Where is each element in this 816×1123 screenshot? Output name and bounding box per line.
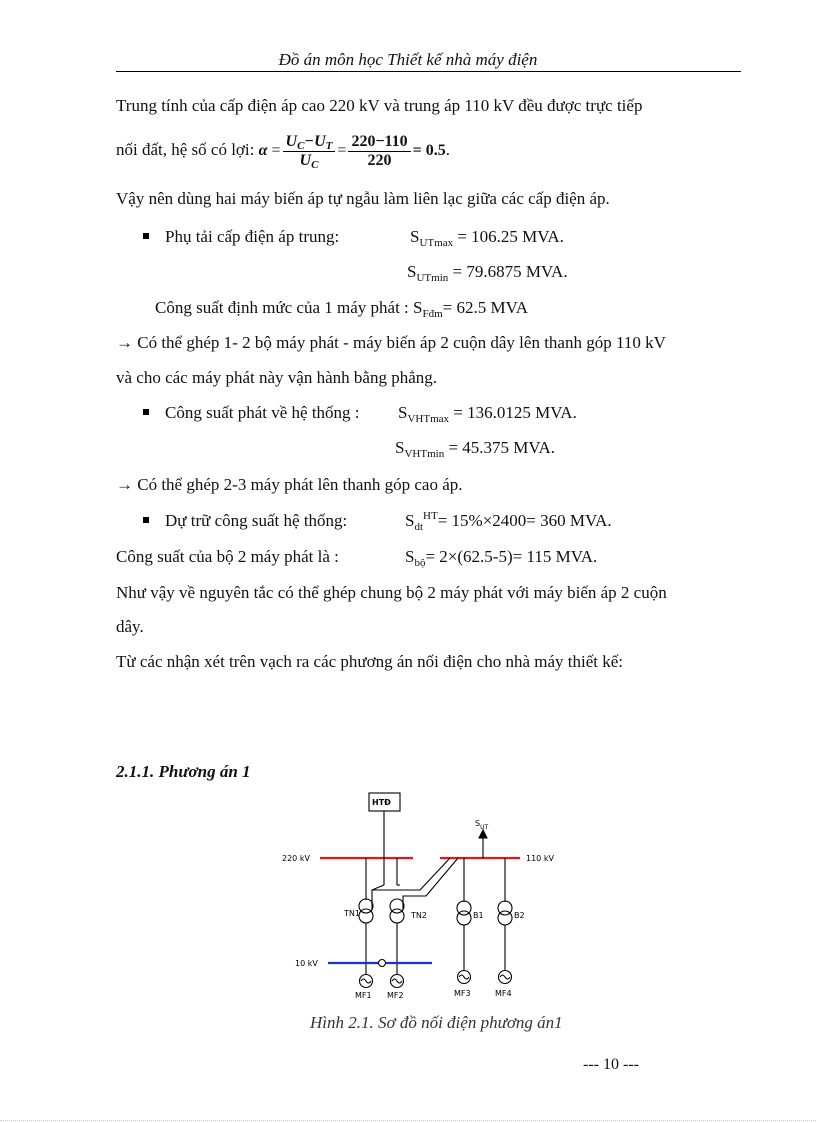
para1-line2	[116, 133, 450, 170]
coefficient-formula	[258, 133, 446, 171]
tn1-label: TN1	[344, 909, 360, 918]
s-utmin: $S_{UTmin} = 79.6875$ MVA.	[407, 262, 568, 284]
bus-220kv-label: 220 kV	[282, 854, 310, 863]
bullet-icon	[143, 233, 149, 239]
s-bo: $S_{bộ}= 2\times(62.5-5)= 115$ MVA.	[405, 547, 598, 569]
fraction-symbolic	[283, 133, 336, 170]
para1-line2-text: nối đất, hệ số có lợi:	[116, 140, 259, 160]
formula-result: = 0.5	[412, 142, 446, 160]
eq-sign-2: =	[337, 142, 347, 160]
para2: Vậy nên dùng hai máy biến áp tự ngẫu làm liên lạc giữa các cấp điện áp.	[116, 189, 610, 208]
arrow1-line1: → Có thể ghép 1- 2 bộ máy phát - máy biến áp 2 cuộn dây lên thanh góp 110 kV	[116, 333, 666, 352]
running-header: Đồ án môn học Thiết kế nhà máy điện	[278, 50, 538, 69]
s-utmax: $S_{UTmax} = 106.25$ MVA.	[410, 227, 564, 249]
s-vhtmax: $S_{VHTmax} = 136.0125$ MVA.	[398, 403, 577, 425]
arrow1-line2: và cho các máy phát này vận hành bằng phẳng.	[116, 368, 437, 387]
page-number: --- 10 ---	[583, 1056, 639, 1073]
mf1-label: MF1	[355, 991, 372, 1000]
para4: Từ các nhận xét trên vạch ra các phương án nối điện cho nhà máy thiết kế:	[116, 652, 623, 671]
section-heading: 2.1.1. Phương án 1	[116, 762, 251, 781]
mf2-label: MF2	[387, 991, 404, 1000]
single-line-diagram	[280, 790, 580, 1005]
bullet1-label: Phụ tải cấp điện áp trung:	[165, 227, 340, 246]
load-arrow-icon	[479, 830, 487, 838]
frac1-numerator: UC−UT	[283, 133, 336, 152]
b2-label: B2	[514, 911, 525, 920]
para3-line1: Như vậy về nguyên tắc có thể ghép chung bộ 2 máy phát với máy biến áp 2 cuộn	[116, 583, 667, 602]
para1-end: .	[445, 140, 451, 160]
b1-label: B1	[473, 911, 484, 920]
s-dt-ht: $S_{dt}^{HT}= 15\%\times 2400= 360$ MVA.	[405, 510, 612, 533]
rated-power: Công suất định mức của 1 máy phát : $S_{Fđm}= 62.5$ MVA	[155, 298, 528, 320]
frac2-numerator: 220−110	[348, 133, 410, 152]
unit-label: Công suất của bộ 2 máy phát là :	[116, 547, 339, 566]
sut-label: $S_{UT}$	[475, 819, 489, 831]
bus-110kv-label: 110 kV	[526, 854, 554, 863]
header-rule	[116, 71, 741, 72]
bullet-icon	[143, 409, 149, 415]
system-label: HTĐ	[372, 798, 391, 807]
mf4-label: MF4	[495, 989, 512, 998]
bullet-icon	[143, 517, 149, 523]
bullet2-label: Công suất phát về hệ thống :	[165, 403, 360, 422]
s-vhtmin: $S_{VHTmin} = 45.375$ MVA.	[395, 438, 556, 460]
arrow2: → Có thể ghép 2-3 máy phát lên thanh góp cao áp.	[116, 475, 463, 494]
frac2-denominator: 220	[367, 152, 392, 169]
page-bottom-divider	[0, 1120, 816, 1121]
tn2-label: TN2	[411, 911, 427, 920]
frac1-denominator: UC	[299, 152, 319, 171]
alpha-symbol: α	[258, 142, 268, 160]
fraction-numeric	[348, 133, 410, 170]
mf3-label: MF3	[454, 989, 471, 998]
bullet3-label: Dự trữ công suất hệ thống:	[165, 511, 348, 530]
bus-10kv-label: 10 kV	[295, 959, 318, 968]
figure-caption: Hình 2.1. Sơ đồ nối điện phương án1	[310, 1013, 563, 1032]
eq-sign: =	[271, 142, 281, 160]
para1-line1: Trung tính của cấp điện áp cao 220 kV và trung áp 110 kV đều được trực tiếp	[116, 96, 643, 115]
para3-line2: dây.	[116, 617, 144, 636]
